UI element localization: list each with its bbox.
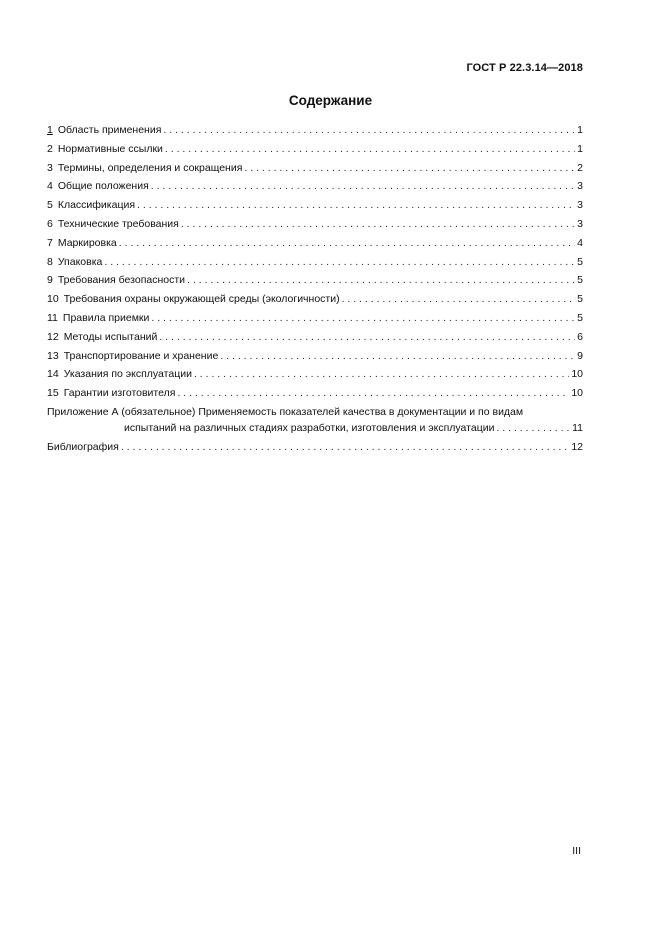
toc-entry-title: Требования охраны окружающей среды (экологичности) [63, 293, 340, 306]
toc-entry-number: 6 [47, 217, 53, 230]
toc-annex-title: Приложение А (обязательное) Применяемость показателей качества в документации и по видам [47, 405, 524, 418]
toc-entry[interactable] [47, 312, 583, 331]
toc-entry-page: 5 [577, 293, 583, 306]
toc-annex-line-2[interactable] [47, 422, 583, 441]
toc-entry-page: 4 [577, 236, 583, 249]
toc-annex-line-1[interactable] [47, 406, 583, 422]
toc-annex-title-continued: испытаний на различных стадиях разработки, изготовления и эксплуатации [124, 421, 495, 434]
toc-entry-number[interactable]: 1 [47, 124, 53, 136]
toc-leader-dots [220, 350, 575, 362]
toc-entry[interactable] [47, 293, 583, 312]
toc-leader-dots [342, 293, 576, 305]
toc-entry-page: 2 [577, 161, 583, 174]
toc-title: Содержание [288, 93, 373, 108]
toc-leader-dots [187, 274, 575, 286]
toc-entry-number: 13 [47, 349, 59, 362]
toc-entry[interactable] [47, 199, 583, 218]
toc-entry-page: 3 [577, 217, 583, 230]
toc-entry-page: 9 [577, 349, 583, 362]
toc-entry-title: Область применения [57, 124, 162, 136]
toc-leader-dots [177, 387, 569, 399]
toc-entry-number: 10 [47, 293, 59, 306]
toc-leader-dots [496, 422, 570, 434]
toc-entry-page: 3 [577, 199, 583, 212]
toc-entry-number: 7 [47, 236, 53, 249]
toc-entry-title: Правила приемки [62, 311, 150, 324]
toc-entry-title: Упаковка [57, 255, 103, 268]
toc-entry-number: 4 [47, 180, 53, 193]
toc-entry[interactable] [47, 350, 583, 369]
toc-leader-dots [159, 331, 575, 343]
toc-entry[interactable] [47, 331, 583, 350]
toc-entry[interactable] [47, 387, 583, 406]
toc-leader-dots [163, 124, 575, 136]
toc-entry[interactable] [47, 124, 583, 143]
toc-entry[interactable] [47, 274, 583, 293]
page-number: III [572, 845, 581, 857]
toc-annex-page: 11 [572, 421, 583, 434]
toc-entry-title: Гарантии изготовителя [63, 387, 176, 400]
toc-entry-title: Технические требования [57, 217, 179, 230]
toc-entry-title: Маркировка [57, 236, 117, 249]
toc-entry[interactable] [47, 237, 583, 256]
toc-entry-number: 2 [47, 142, 53, 155]
toc-entry-title: Методы испытаний [63, 330, 158, 343]
toc-entry-number: 5 [47, 199, 53, 212]
toc-entry-number: 11 [47, 311, 58, 324]
toc-entry-page: 5 [577, 311, 583, 324]
toc-entry[interactable] [47, 368, 583, 387]
toc-entry-number: 8 [47, 255, 53, 268]
toc-bibliography-title: Библиография [47, 440, 119, 453]
toc-leader-dots [181, 218, 575, 230]
toc-entry-page: 3 [577, 180, 583, 193]
toc-leader-dots [194, 368, 569, 380]
toc-entry-title: Требования безопасности [57, 274, 186, 287]
toc-entry-title: Транспортирование и хранение [63, 349, 219, 362]
toc-leader-dots [244, 162, 575, 174]
toc-entry-page: 5 [577, 274, 583, 287]
toc-entry-number: 9 [47, 274, 53, 287]
toc-leader-dots [151, 312, 575, 324]
toc-entry[interactable] [47, 162, 583, 181]
toc-entry-title: Нормативные ссылки [57, 142, 163, 155]
toc-entry[interactable] [47, 218, 583, 237]
toc-entry-page: 10 [571, 387, 583, 400]
toc-entry-page: 1 [577, 124, 583, 136]
toc-entry[interactable] [47, 143, 583, 162]
table-of-contents [47, 124, 583, 460]
toc-leader-dots [165, 143, 575, 155]
toc-bibliography[interactable] [47, 441, 583, 460]
toc-entry[interactable] [47, 180, 583, 199]
toc-entry[interactable] [47, 256, 583, 275]
toc-leader-dots [121, 441, 569, 453]
toc-entry-page: 6 [577, 330, 583, 343]
toc-entry-number: 12 [47, 330, 59, 343]
document-code: ГОСТ Р 22.3.14—2018 [466, 62, 583, 74]
toc-leader-dots [137, 199, 575, 211]
toc-entry-title: Общие положения [57, 180, 149, 193]
toc-entry-number: 15 [47, 387, 59, 400]
toc-leader-dots [119, 237, 575, 249]
toc-bibliography-page: 12 [571, 440, 583, 453]
toc-entry-number: 14 [47, 368, 59, 381]
toc-entry-title: Термины, определения и сокращения [57, 161, 243, 174]
toc-entry-title: Указания по эксплуатации [63, 368, 192, 381]
toc-entry-page: 1 [577, 142, 583, 155]
toc-entry-page: 10 [571, 368, 583, 381]
toc-entry-title: Классификация [57, 199, 136, 212]
toc-entry-page: 5 [577, 255, 583, 268]
toc-entry-number: 3 [47, 161, 53, 174]
toc-leader-dots [104, 256, 575, 268]
toc-leader-dots [151, 180, 575, 192]
